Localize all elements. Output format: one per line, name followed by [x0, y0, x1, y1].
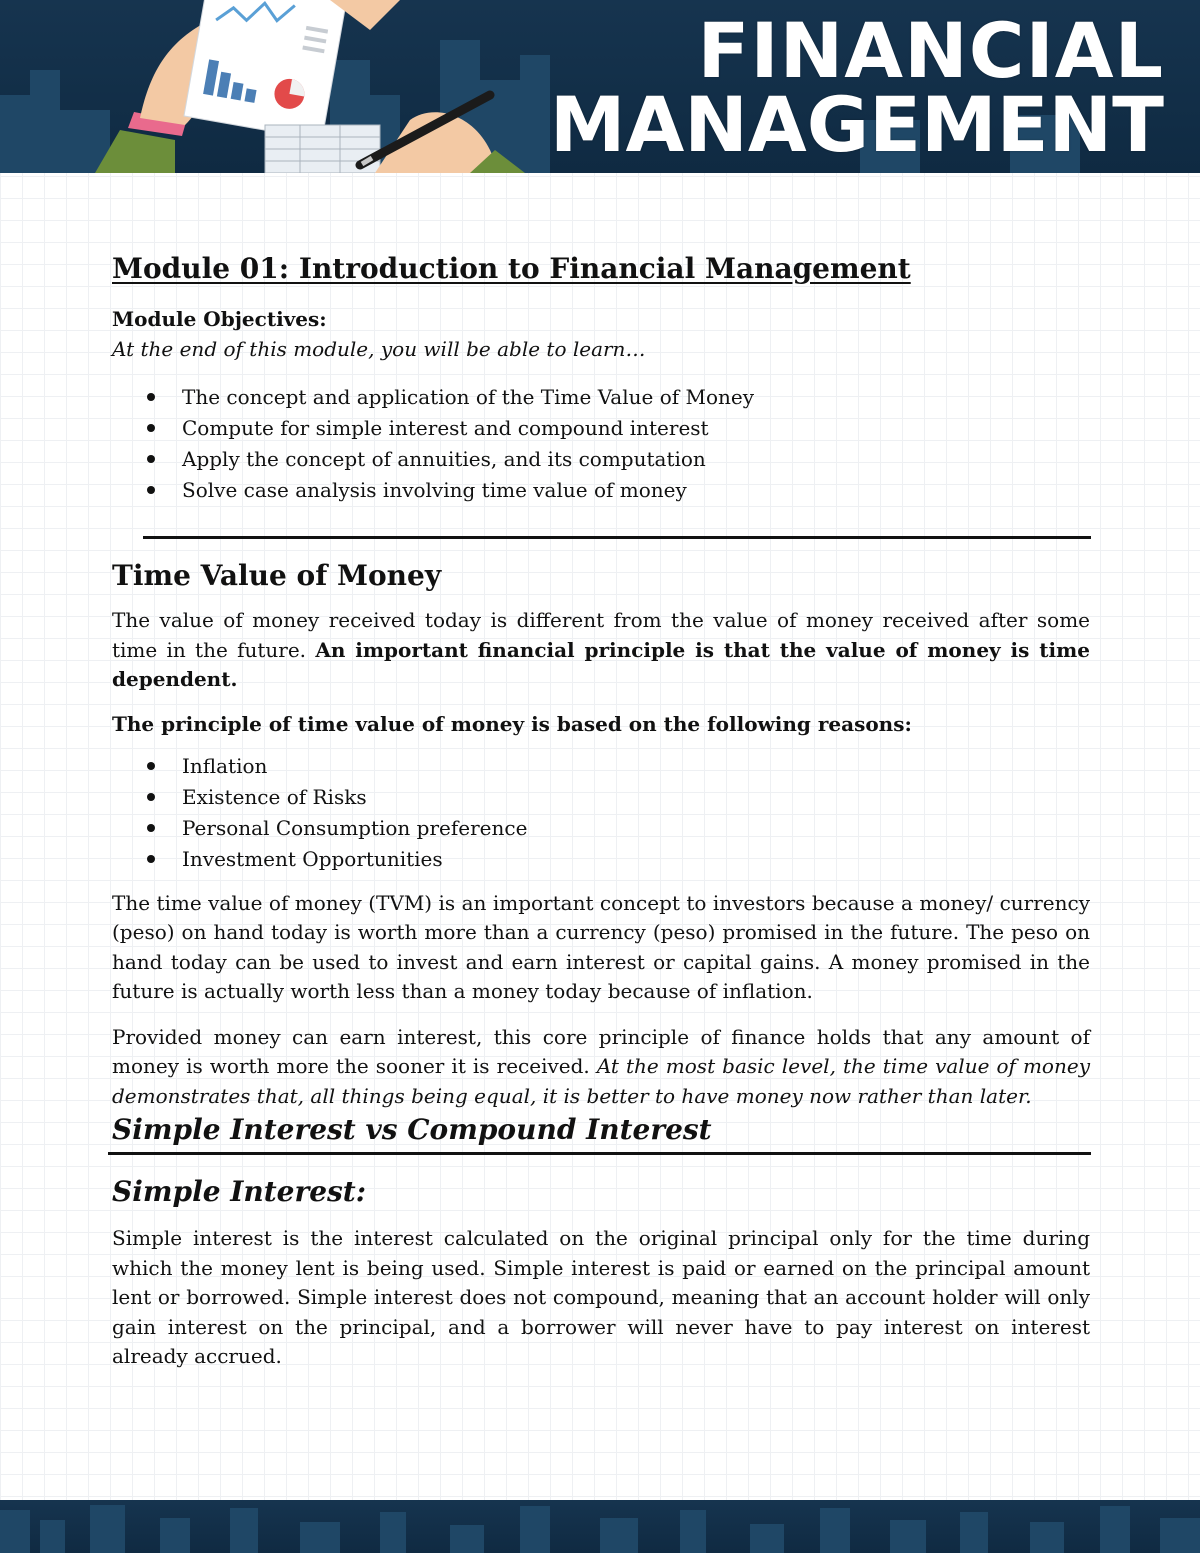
list-item: Investment Opportunities — [182, 844, 1090, 875]
banner-title — [549, 6, 1164, 170]
reasons-heading: The principle of time value of money is based on the following reasons: — [112, 711, 912, 736]
banner-title-line2: MANAGEMENT — [549, 80, 1164, 170]
report-paper-illustration — [184, 0, 348, 140]
list-item: Inflation — [182, 751, 1090, 782]
objectives-label: Module Objectives: — [112, 307, 327, 331]
objectives-list — [112, 382, 1090, 506]
tvm-paragraph-2: The time value of money (TVM) is an important concept to investors because a money/ currency (peso) on hand today is worth more than a currency (peso) promised in the future. The peso on hand today can be used to invest and earn interest or capital gains. A money promised in the future is actually worth less than a money today because of inflation. — [112, 890, 1090, 1003]
simple-interest-paragraph: Simple interest is the interest calculated on the original principal only for the time during which the money lent is being used. Simple interest is paid or earned on the principal amount lent or borrowed. Simple interest does not compound, meaning that an account holder will only gain interest on the principal, and a borrower will never have to pay interest on interest already accrued. — [112, 1226, 1090, 1368]
list-item: Personal Consumption preference — [182, 813, 1090, 844]
section-divider — [143, 536, 1091, 539]
interest-heading: Simple Interest vs Compound Interest — [112, 1113, 712, 1146]
tvm-paragraph-1 — [112, 606, 1090, 695]
list-item: Apply the concept of annuities, and its computation — [182, 444, 1090, 475]
footer-banner — [0, 1500, 1200, 1553]
tvm-p1-text: The value of money received today is different from the value of money received after some time in the future. — [112, 608, 1090, 662]
reasons-list — [112, 751, 1090, 875]
module-intro — [112, 250, 1090, 506]
list-item: Compute for simple interest and compound interest — [182, 413, 1090, 444]
objectives-intro: At the end of this module, you will be able to learn… — [112, 337, 646, 361]
interest-heading-block — [112, 1110, 1090, 1150]
simple-interest-heading: Simple Interest: — [112, 1175, 367, 1208]
list-item: The concept and application of the Time Value of Money — [182, 382, 1090, 413]
section-divider — [108, 1152, 1091, 1155]
footer-skyline — [0, 1500, 1200, 1553]
header-banner — [0, 0, 1200, 173]
module-title: Module 01: Introduction to Financial Management — [112, 252, 911, 285]
simple-interest-section — [112, 1172, 1090, 1372]
tvm-p3-italic: At the most basic level, the time value of money demonstrates that, all things being equal, it is better to have money now rather than later. — [112, 1054, 1090, 1108]
list-item: Solve case analysis involving time value of money — [182, 475, 1090, 506]
list-item: Existence of Risks — [182, 782, 1090, 813]
tvm-p3-text: Provided money can earn interest, this core principle of finance holds that any amount of money is worth more the sooner it is received. — [112, 1024, 1090, 1078]
tvm-paragraph-3 — [112, 1023, 1090, 1112]
tvm-heading: Time Value of Money — [112, 559, 442, 592]
banner-title-line1: FINANCIAL — [697, 6, 1164, 95]
tvm-section — [112, 556, 1090, 1111]
tvm-p1-bold: An important financial principle is that the value of money is time dependent. — [112, 637, 1090, 691]
